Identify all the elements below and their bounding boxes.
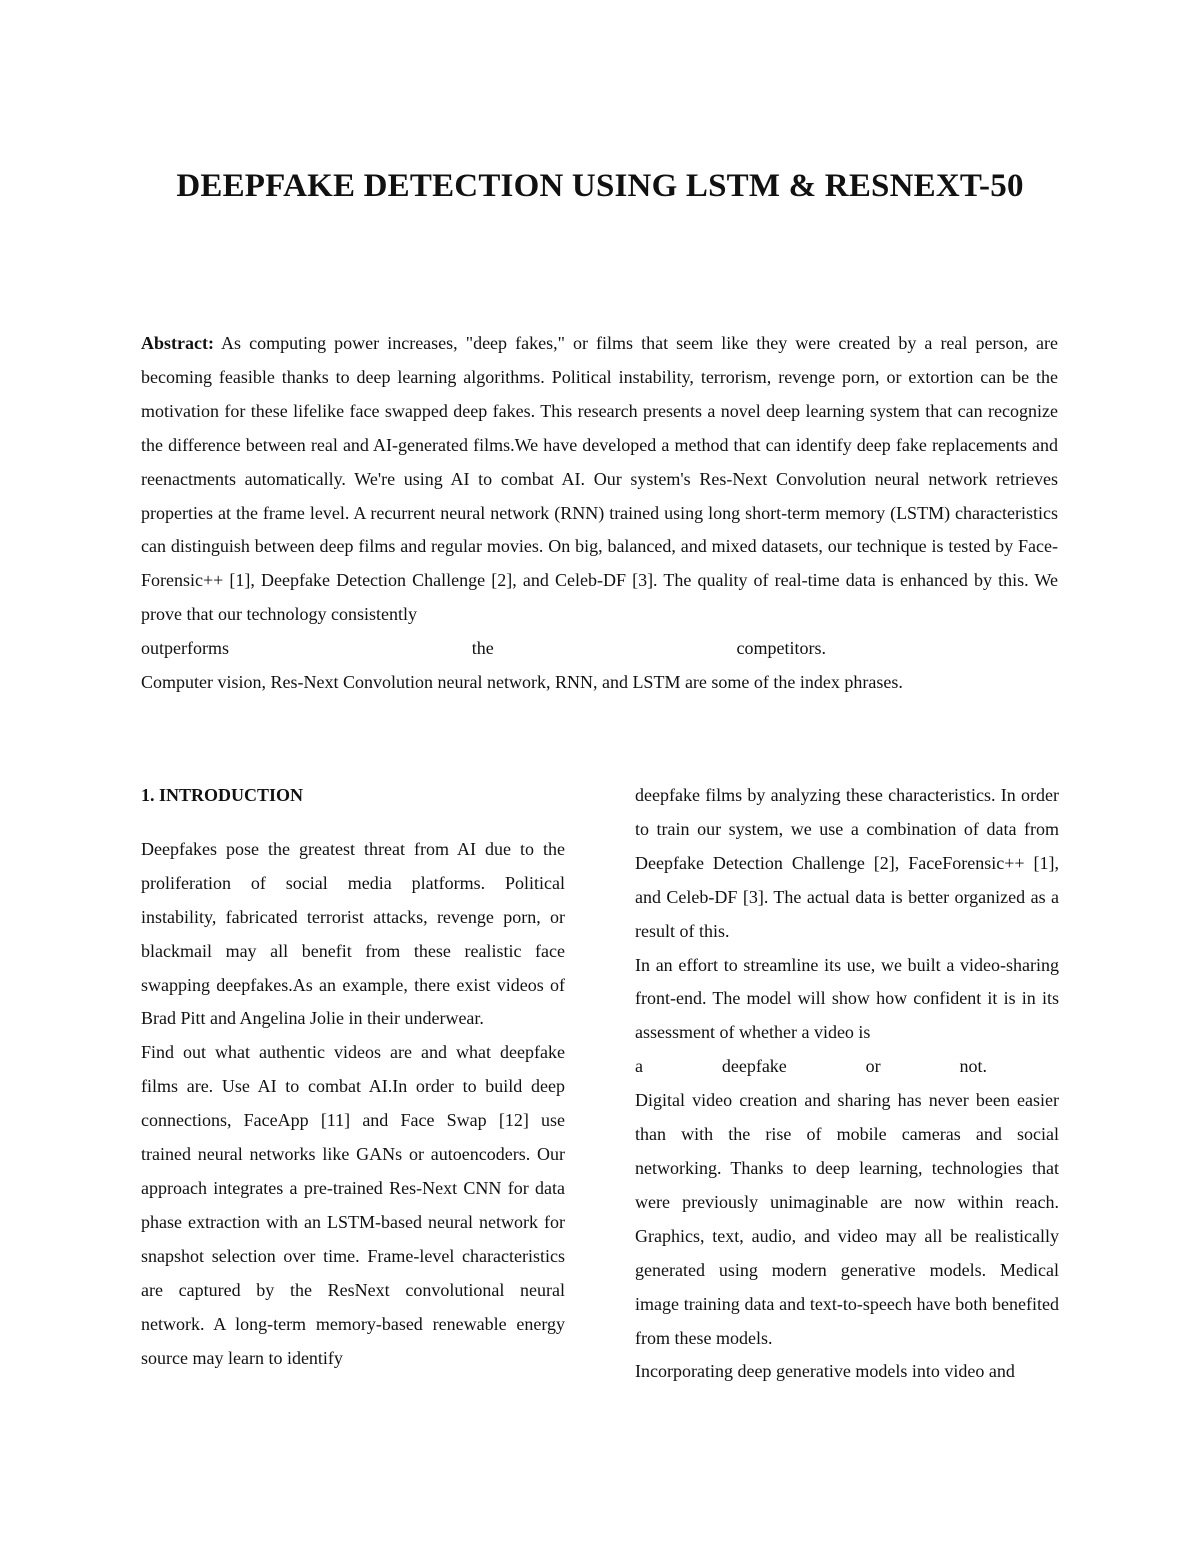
- abstract-last-line: [141, 632, 826, 666]
- abstract-last-word: the: [471, 638, 494, 659]
- abstract: [141, 327, 1058, 700]
- intro-paragraph: In an effort to streamline its use, we built a video-sharing front-end. The model will show how confident it is in its assessment of whether a video is: [635, 954, 1059, 1043]
- spread-word: or: [865, 1056, 881, 1077]
- abstract-text: As computing power increases, "deep fakes," or films that seem like they were created by a real person, are becoming feasible thanks to deep learning algorithms. Political instability, terrorism, revenge porn, or extortion can be the motivation for these lifelike face swapped deep fakes. This research presents a novel deep learning system that can recognize the difference between real and AI-generated films.We have developed a method that can identify deep fake replacements and reenactments automatically. We're using AI to combat AI. Our system's Res-Next Convolution neural network retrieves properties at the frame level. A recurrent neural network (RNN) trained using long short-term memory (LSTM) characteristics can distinguish between deep films and regular movies. On big, balanced, and mixed datasets, our technique is tested by Face-Forensic++ [1], Deepfake Detection Challenge [2], and Celeb-DF [3]. The quality of real-time data is enhanced by this. We prove that our technology consistently: [141, 333, 1058, 625]
- abstract-label: Abstract:: [141, 333, 214, 353]
- intro-paragraph: Digital video creation and sharing has never been easier than with the rise of mobile cameras and social networking. Thanks to deep learning, technologies that were previously unimaginable are now within reach. Graphics, text, audio, and video may all be realistically generated using modern generative models. Medical image training data and text-to-speech have both benefited from these models.: [635, 1090, 1059, 1348]
- abstract-last-word: outperforms: [141, 638, 229, 659]
- intro-spread-line: [635, 1050, 987, 1084]
- abstract-last-word: competitors.: [736, 638, 826, 659]
- left-column: [141, 779, 565, 1375]
- intro-paragraph: deepfake films by analyzing these characteristics. In order to train our system, we use a combination of data from Deepfake Detection Challenge [2], FaceForensic++ [1], and Celeb-DF [3]. The actual data is better organized as a result of this.: [635, 785, 1059, 941]
- abstract-body: [141, 327, 1058, 632]
- section-heading-introduction: 1. INTRODUCTION: [141, 785, 304, 805]
- spread-word: deepfake: [721, 1056, 787, 1077]
- intro-paragraph: Find out what authentic videos are and what deepfake films are. Use AI to combat AI.In order to build deep connections, FaceApp [11] and Face Swap [12] use trained neural networks like GANs or autoencoders. Our approach integrates a pre-trained Res-Next CNN for data phase extraction with an LSTM-based neural network for snapshot selection over time. Frame-level characteristics are captured by the ResNext convolutional neural network. A long-term memory-based renewable energy source may learn to identify: [141, 1042, 565, 1368]
- index-terms: Computer vision, Res-Next Convolution neural network, RNN, and LSTM are some of the index phrases.: [141, 672, 903, 693]
- paper-title: DEEPFAKE DETECTION USING LSTM & RESNEXT-50: [176, 168, 1024, 204]
- intro-paragraph: Incorporating deep generative models into video and: [635, 1361, 1015, 1382]
- intro-paragraph: Deepfakes pose the greatest threat from AI due to the proliferation of social media platforms. Political instability, fabricated terrorist attacks, revenge porn, or blackmail may all benefit from these realistic face swapping deepfakes.As an example, there exist videos of Brad Pitt and Angelina Jolie in their underwear.: [141, 838, 565, 1029]
- right-column: [635, 779, 1059, 1389]
- spread-word: a: [635, 1056, 643, 1077]
- spread-word: not.: [959, 1056, 987, 1077]
